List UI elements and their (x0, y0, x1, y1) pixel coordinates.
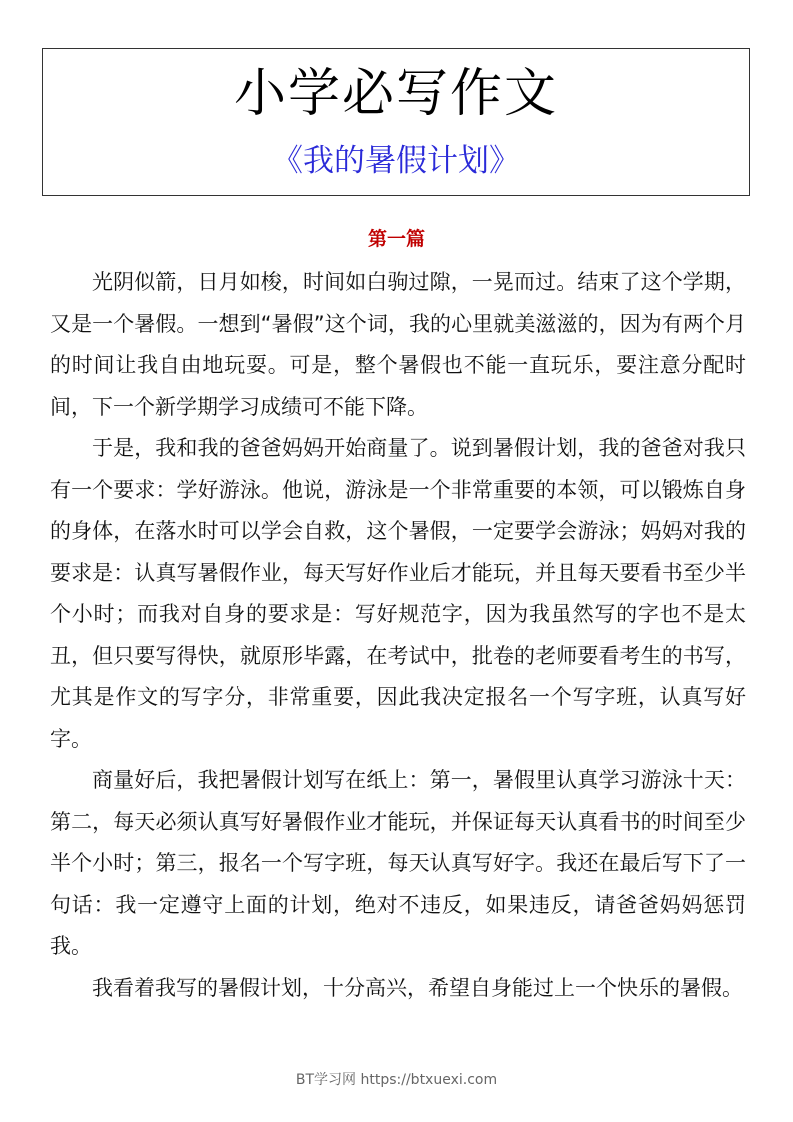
title-box (42, 48, 750, 196)
essay-subtitle: 《我的暑假计划》 (272, 143, 520, 179)
essay-body (50, 262, 746, 1009)
footer-watermark: BT学习网 https://btxuexi.com (295, 1072, 498, 1088)
paragraph: 光阴似箭，日月如梭，时间如白驹过隙，一晃而过。结束了这个学期，又是一个暑假。一想到“暑假”这个词，我的心里就美滋滋的，因为有两个月的时间让我自由地玩耍。可是，整个暑假也不能一直玩乐，要注意分配时间，下一个新学期学习成绩可不能下降。 (50, 270, 746, 419)
section-heading: 第一篇 (367, 228, 425, 250)
paragraph: 于是，我和我的爸爸妈妈开始商量了。说到暑假计划，我的爸爸对我只有一个要求：学好游泳。他说，游泳是一个非常重要的本领，可以锻炼自身的身体，在落水时可以学会自救，这个暑假，一定要学会游泳；妈妈对我的要求是：认真写暑假作业，每天写好作业后才能玩，并且每天要看书至少半个小时；而我对自身的要求是：写好规范字，因为我虽然写的字也不是太丑，但只要写得快，就原形毕露，在考试中，批卷的老师要看考生的书写，尤其是作文的写字分，非常重要，因此我决定报名一个写字班，认真写好字。 (50, 436, 746, 751)
paragraph: 商量好后，我把暑假计划写在纸上：第一，暑假里认真学习游泳十天：第二，每天必须认真写好暑假作业才能玩，并保证每天认真看书的时间至少半个小时；第三，报名一个写字班，每天认真写好字。我还在最后写下了一句话：我一定遵守上面的计划，绝对不违反，如果违反，请爸爸妈妈惩罚我。 (50, 768, 746, 958)
page-title: 小学必写作文 (233, 64, 558, 124)
paragraph: 我看着我写的暑假计划，十分高兴，希望自身能过上一个快乐的暑假。 (92, 975, 743, 1000)
